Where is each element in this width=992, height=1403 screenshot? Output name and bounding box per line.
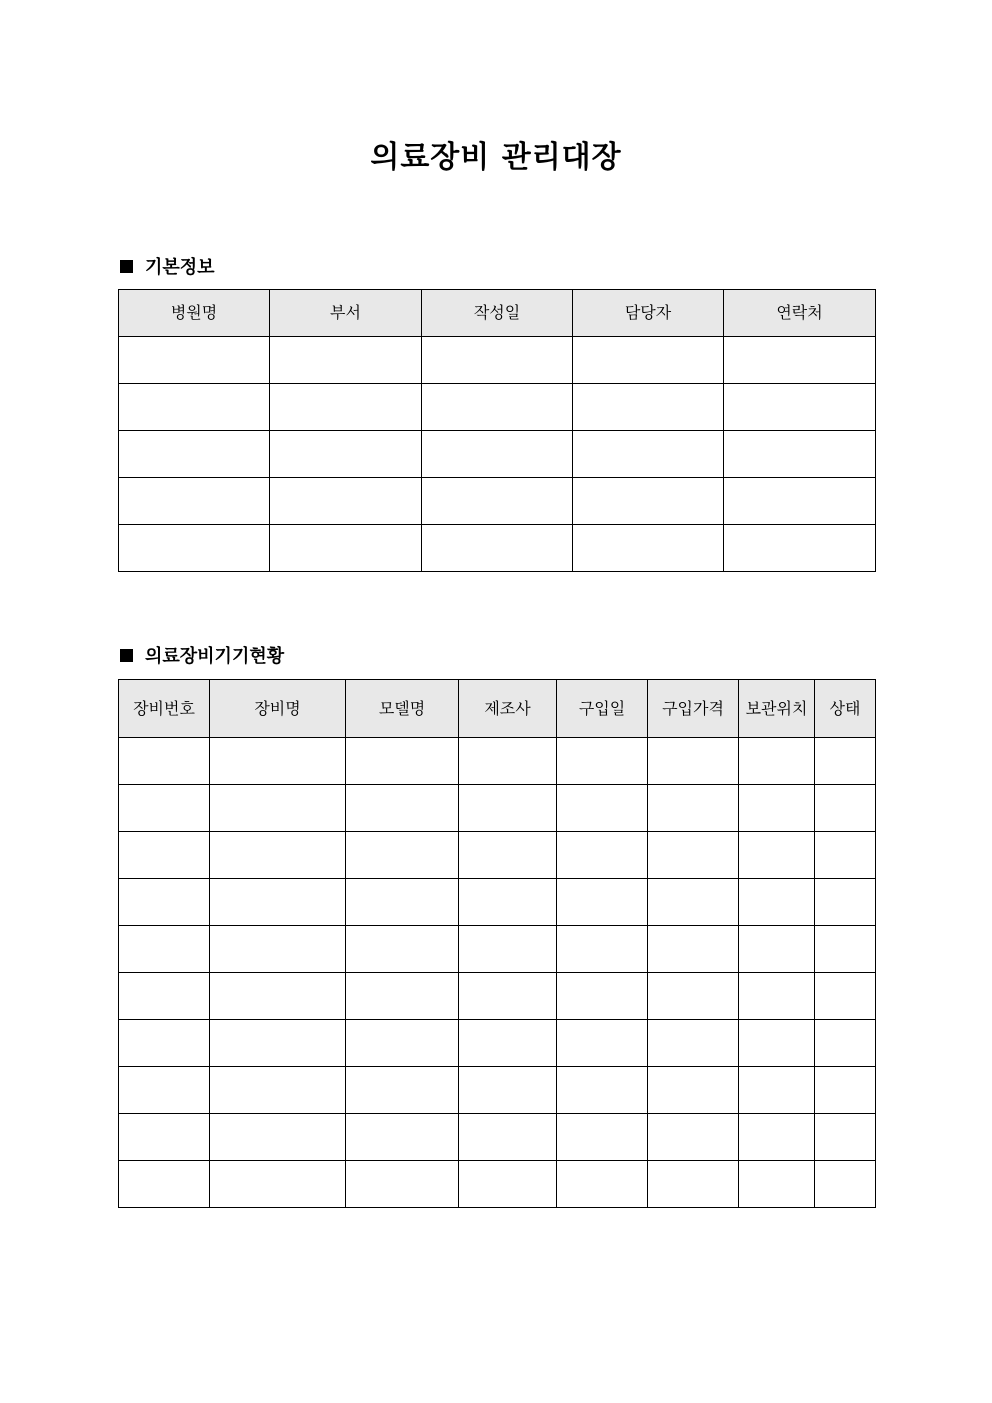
column-header-equipment-name: 장비명 [210,680,346,738]
table-row [119,337,876,384]
table-row [119,879,876,926]
table-cell[interactable] [119,973,210,1020]
table-cell[interactable] [422,337,573,384]
table-cell[interactable] [270,478,422,525]
table-cell[interactable] [739,832,815,879]
table-cell[interactable] [346,1020,459,1067]
table-cell[interactable] [346,926,459,973]
table-cell[interactable] [557,1067,648,1114]
table-cell[interactable] [119,785,210,832]
table-cell[interactable] [815,1020,876,1067]
table-cell[interactable] [346,1161,459,1208]
table-cell[interactable] [459,832,557,879]
table-cell[interactable] [557,879,648,926]
table-cell[interactable] [459,1161,557,1208]
section-heading-label: 의료장비기기현황 [145,646,285,667]
document-title: 의료장비 관리대장 [370,140,622,175]
table-cell[interactable] [459,785,557,832]
table-cell[interactable] [346,832,459,879]
table-cell[interactable] [270,525,422,572]
table-cell[interactable] [724,384,876,431]
column-header-manufacturer: 제조사 [459,680,557,738]
table-cell[interactable] [346,1067,459,1114]
table-cell[interactable] [210,926,346,973]
square-bullet-icon [120,260,133,273]
table-cell[interactable] [210,1020,346,1067]
table-cell[interactable] [648,1161,739,1208]
table-cell[interactable] [119,738,210,785]
table-cell[interactable] [459,973,557,1020]
table-cell[interactable] [573,337,724,384]
table-cell[interactable] [210,1067,346,1114]
table-cell[interactable] [210,785,346,832]
table-cell[interactable] [119,1020,210,1067]
table-cell[interactable] [648,832,739,879]
table-cell[interactable] [724,478,876,525]
table-cell[interactable] [210,738,346,785]
table-cell[interactable] [119,1161,210,1208]
table-cell[interactable] [739,1161,815,1208]
table-cell[interactable] [724,431,876,478]
table-cell[interactable] [346,1114,459,1161]
table-cell[interactable] [459,926,557,973]
square-bullet-icon [120,649,133,662]
table-cell[interactable] [557,832,648,879]
equipment-status-table [118,679,876,1208]
table-cell[interactable] [739,1114,815,1161]
table-cell[interactable] [422,525,573,572]
column-header-contact: 연락처 [724,290,876,337]
table-row [119,1020,876,1067]
table-cell[interactable] [557,926,648,973]
table-cell[interactable] [648,738,739,785]
table-cell[interactable] [648,879,739,926]
table-cell[interactable] [724,525,876,572]
table-cell[interactable] [270,337,422,384]
table-cell[interactable] [346,973,459,1020]
table-cell[interactable] [557,1161,648,1208]
table-cell[interactable] [739,1067,815,1114]
table-cell[interactable] [119,384,270,431]
table-cell[interactable] [648,973,739,1020]
table-cell[interactable] [459,1114,557,1161]
table-cell[interactable] [815,973,876,1020]
table-row [119,832,876,879]
table-cell[interactable] [270,384,422,431]
table-cell[interactable] [815,832,876,879]
column-header-status: 상태 [815,680,876,738]
table-row [119,384,876,431]
table-cell[interactable] [648,785,739,832]
table-cell[interactable] [557,785,648,832]
column-header-model-name: 모델명 [346,680,459,738]
table-cell[interactable] [815,738,876,785]
column-header-purchase-date: 구입일 [557,680,648,738]
table-cell[interactable] [648,1067,739,1114]
table-row [119,525,876,572]
table-cell[interactable] [557,973,648,1020]
table-cell[interactable] [573,431,724,478]
basic-info-table [118,289,876,572]
table-cell[interactable] [119,431,270,478]
table-cell[interactable] [210,1161,346,1208]
table-cell[interactable] [119,1114,210,1161]
table-cell[interactable] [573,384,724,431]
table-row [119,785,876,832]
table-cell[interactable] [210,879,346,926]
table-cell[interactable] [739,738,815,785]
table-cell[interactable] [573,478,724,525]
table-row [119,926,876,973]
column-header-date-written: 작성일 [422,290,573,337]
table-row [119,478,876,525]
table-header-row [119,680,876,738]
table-cell[interactable] [557,1020,648,1067]
table-cell[interactable] [422,384,573,431]
table-cell[interactable] [119,879,210,926]
column-header-person-in-charge: 담당자 [573,290,724,337]
table-cell[interactable] [119,525,270,572]
table-cell[interactable] [815,926,876,973]
table-cell[interactable] [739,1020,815,1067]
table-row [119,1161,876,1208]
table-cell[interactable] [815,785,876,832]
table-row [119,431,876,478]
table-cell[interactable] [119,337,270,384]
table-cell[interactable] [739,926,815,973]
table-cell[interactable] [815,1114,876,1161]
table-cell[interactable] [739,973,815,1020]
section-heading-basic-info [120,253,215,279]
column-header-storage-location: 보관위치 [739,680,815,738]
table-cell[interactable] [346,879,459,926]
table-cell[interactable] [557,738,648,785]
column-header-equipment-number: 장비번호 [119,680,210,738]
table-cell[interactable] [119,1067,210,1114]
table-header-row [119,290,876,337]
table-cell[interactable] [459,879,557,926]
column-header-purchase-price: 구입가격 [648,680,739,738]
table-cell[interactable] [119,832,210,879]
table-cell[interactable] [815,1161,876,1208]
table-cell[interactable] [815,1067,876,1114]
table-cell[interactable] [459,738,557,785]
column-header-hospital-name: 병원명 [119,290,270,337]
table-cell[interactable] [210,1114,346,1161]
column-header-department: 부서 [270,290,422,337]
table-cell[interactable] [210,832,346,879]
table-cell[interactable] [648,1114,739,1161]
table-cell[interactable] [422,431,573,478]
table-cell[interactable] [459,1020,557,1067]
table-cell[interactable] [557,1114,648,1161]
table-cell[interactable] [573,525,724,572]
table-row [119,1114,876,1161]
table-cell[interactable] [648,1020,739,1067]
table-cell[interactable] [346,738,459,785]
table-cell[interactable] [739,879,815,926]
table-cell[interactable] [119,478,270,525]
table-cell[interactable] [739,785,815,832]
table-row [119,738,876,785]
table-cell[interactable] [815,879,876,926]
table-cell[interactable] [270,431,422,478]
table-row [119,973,876,1020]
table-cell[interactable] [459,1067,557,1114]
section-heading-label: 기본정보 [145,257,215,278]
table-cell[interactable] [648,926,739,973]
section-heading-equipment-status [120,642,284,668]
table-row [119,1067,876,1114]
table-cell[interactable] [724,337,876,384]
table-cell[interactable] [346,785,459,832]
table-cell[interactable] [119,926,210,973]
table-cell[interactable] [210,973,346,1020]
table-cell[interactable] [422,478,573,525]
